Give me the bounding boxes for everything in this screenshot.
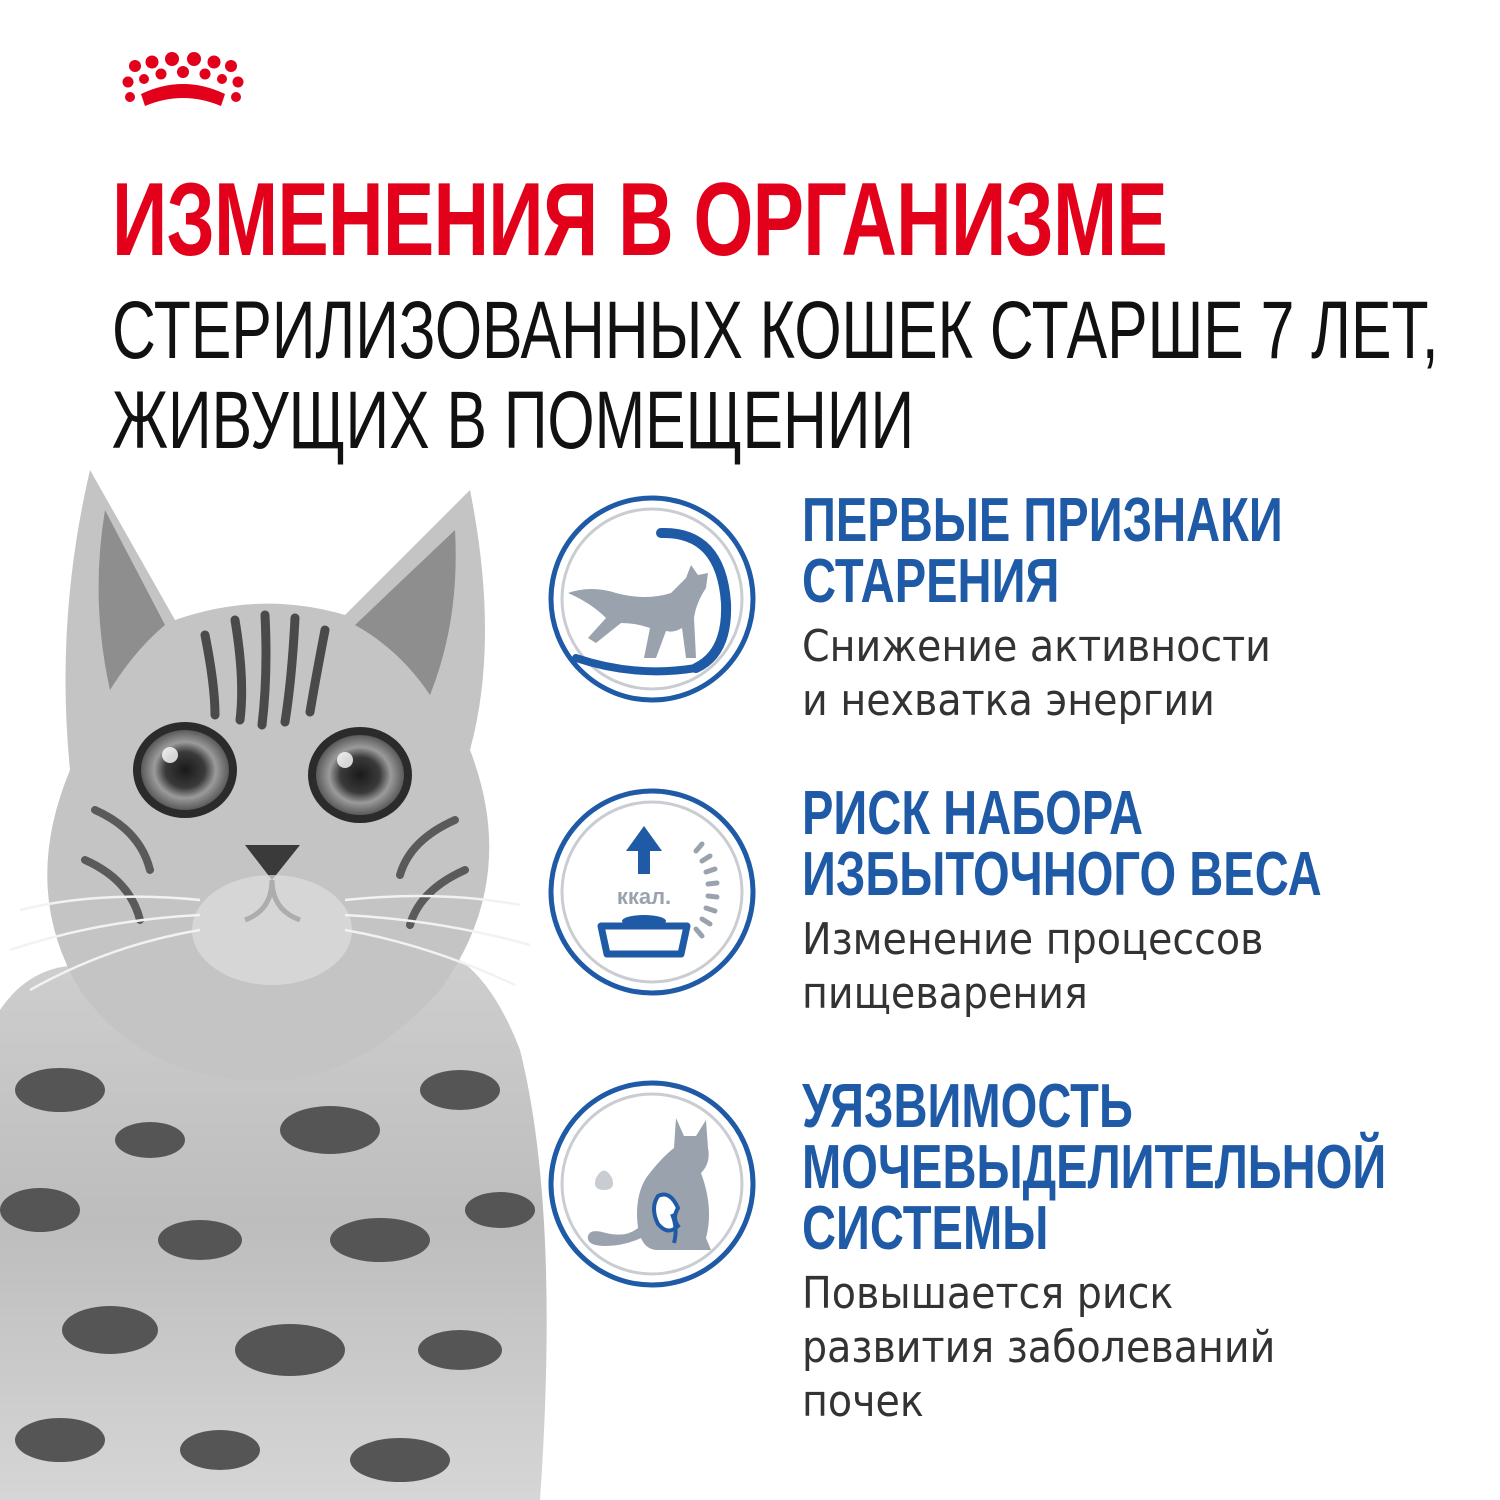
feature-title-line: МОЧЕВЫДЕЛИТЕЛЬНОЙ [802,1133,1387,1202]
royal-canin-crown-icon [117,52,249,112]
feature-desc-line: Повышается риск [802,1268,1174,1319]
feature-desc-line: и нехватка энергии [802,675,1215,726]
feature-urinary [802,1072,1492,1429]
page-title: ИЗМЕНЕНИЯ В ОРГАНИЗМЕ [112,162,1167,278]
feature-title-line: СИСТЕМЫ [802,1194,1049,1263]
feature-title-line: УЯЗВИМОСТЬ [802,1072,1133,1141]
feature-desc-line: почек [802,1376,924,1427]
feature-desc-line: Изменение процессов [802,914,1264,965]
feature-aging [802,486,1492,728]
feature-title [802,779,1326,909]
feature-title-line: ИЗБЫТОЧНОГО ВЕСА [802,840,1322,909]
feature-description [802,620,1423,728]
feature-title-line: ПЕРВЫЕ ПРИЗНАКИ [802,486,1283,555]
feature-description [802,1267,1423,1429]
feature-description [802,913,1423,1021]
feature-title [802,486,1326,616]
cat-jumping-icon [546,493,758,705]
subtitle-line: СТЕРИЛИЗОВАННЫХ КОШЕК СТАРШЕ 7 ЛЕТ, [112,285,1439,376]
feature-title-line: РИСК НАБОРА [802,779,1144,848]
feature-title-line: СТАРЕНИЯ [802,547,1060,616]
feature-desc-line: Снижение активности [802,621,1271,672]
feature-weight [802,779,1492,1021]
calorie-bowl-icon [546,786,758,998]
cat-kidney-icon [546,1078,758,1290]
subtitle-line: ЖИВУЩИХ В ПОМЕЩЕНИИ [112,375,915,466]
cat-photo [0,450,560,1500]
feature-desc-line: пищеварения [802,968,1088,1019]
page-subtitle [112,286,1439,466]
feature-desc-line: развития заболеваний [802,1322,1276,1373]
calorie-label: ккал. [616,884,672,909]
feature-title [802,1072,1387,1263]
